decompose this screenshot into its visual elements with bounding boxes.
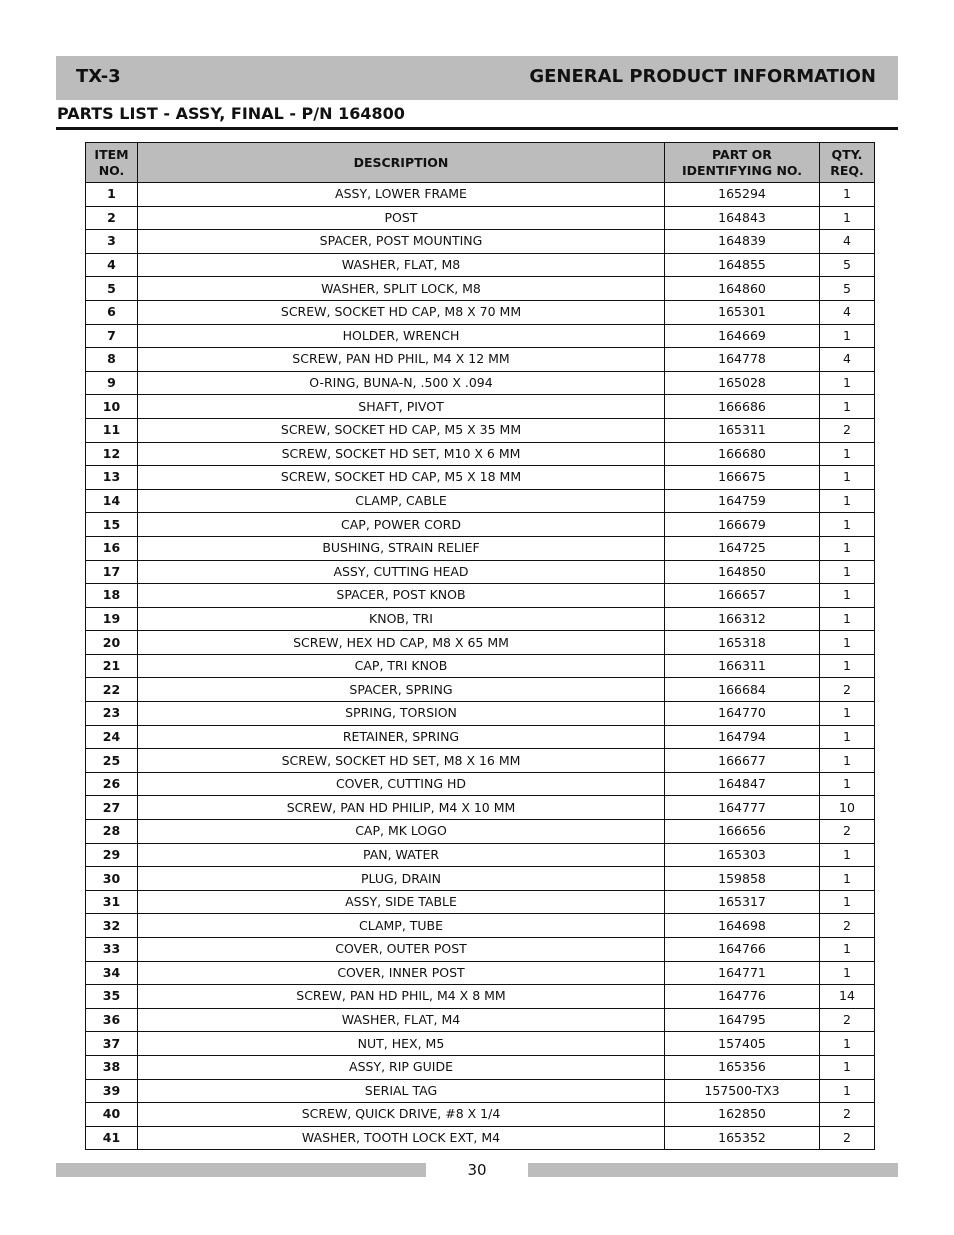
- part-no-cell: 165303: [665, 843, 820, 867]
- part-no-cell: 166677: [665, 749, 820, 773]
- qty-cell: 1: [820, 324, 875, 348]
- table-row: [86, 1079, 875, 1103]
- description-cell: ASSY, RIP GUIDE: [138, 1055, 665, 1079]
- qty-cell: 1: [820, 395, 875, 419]
- table-row: [86, 702, 875, 726]
- qty-cell: 1: [820, 867, 875, 891]
- qty-cell: 4: [820, 300, 875, 324]
- part-no-cell: 166311: [665, 654, 820, 678]
- description-cell: SCREW, SOCKET HD CAP, M5 X 35 MM: [138, 418, 665, 442]
- item-no-cell: 13: [86, 466, 138, 490]
- qty-cell: 2: [820, 1008, 875, 1032]
- qty-cell: 1: [820, 631, 875, 655]
- part-no-cell: 166679: [665, 513, 820, 537]
- table-row: [86, 300, 875, 324]
- description-cell: CAP, TRI KNOB: [138, 654, 665, 678]
- item-no-cell: 36: [86, 1008, 138, 1032]
- part-no-cell: 165311: [665, 418, 820, 442]
- table-row: [86, 607, 875, 631]
- qty-cell: 4: [820, 230, 875, 254]
- item-no-header: ITEM NO.: [86, 143, 138, 183]
- description-cell: CAP, POWER CORD: [138, 513, 665, 537]
- description-cell: WASHER, FLAT, M4: [138, 1008, 665, 1032]
- qty-cell: 14: [820, 985, 875, 1009]
- part-no-cell: 165356: [665, 1055, 820, 1079]
- item-no-cell: 35: [86, 985, 138, 1009]
- qty-cell: 4: [820, 348, 875, 372]
- qty-cell: 2: [820, 914, 875, 938]
- part-no-cell: 164669: [665, 324, 820, 348]
- item-no-cell: 40: [86, 1103, 138, 1127]
- description-cell: SCREW, PAN HD PHIL, M4 X 12 MM: [138, 348, 665, 372]
- part-no-cell: 162850: [665, 1103, 820, 1127]
- item-no-cell: 18: [86, 584, 138, 608]
- item-no-cell: 20: [86, 631, 138, 655]
- description-cell: HOLDER, WRENCH: [138, 324, 665, 348]
- table-row: [86, 489, 875, 513]
- table-row: [86, 277, 875, 301]
- table-row: [86, 654, 875, 678]
- table-row: [86, 985, 875, 1009]
- item-no-cell: 1: [86, 183, 138, 207]
- parts-table-body: [86, 183, 875, 1150]
- item-no-cell: 21: [86, 654, 138, 678]
- description-cell: ASSY, LOWER FRAME: [138, 183, 665, 207]
- qty-cell: 1: [820, 961, 875, 985]
- qty-cell: 5: [820, 253, 875, 277]
- description-cell: CAP, MK LOGO: [138, 820, 665, 844]
- item-no-cell: 12: [86, 442, 138, 466]
- item-no-cell: 16: [86, 536, 138, 560]
- description-cell: SCREW, SOCKET HD CAP, M8 X 70 MM: [138, 300, 665, 324]
- item-no-cell: 5: [86, 277, 138, 301]
- item-no-cell: 2: [86, 206, 138, 230]
- table-row: [86, 1103, 875, 1127]
- part-no-cell: 164771: [665, 961, 820, 985]
- table-row: [86, 914, 875, 938]
- qty-cell: 1: [820, 466, 875, 490]
- table-row: [86, 536, 875, 560]
- table-row: [86, 843, 875, 867]
- part-no-cell: 164795: [665, 1008, 820, 1032]
- item-no-cell: 4: [86, 253, 138, 277]
- qty-cell: 1: [820, 584, 875, 608]
- item-no-cell: 22: [86, 678, 138, 702]
- description-cell: SCREW, SOCKET HD SET, M10 X 6 MM: [138, 442, 665, 466]
- description-cell: WASHER, SPLIT LOCK, M8: [138, 277, 665, 301]
- item-no-cell: 31: [86, 890, 138, 914]
- table-row: [86, 183, 875, 207]
- description-cell: CLAMP, CABLE: [138, 489, 665, 513]
- qty-cell: 1: [820, 654, 875, 678]
- qty-cell: 1: [820, 206, 875, 230]
- description-cell: SPACER, POST MOUNTING: [138, 230, 665, 254]
- qty-cell: 1: [820, 843, 875, 867]
- qty-cell: 2: [820, 820, 875, 844]
- parts-table: [85, 142, 875, 1150]
- description-cell: BUSHING, STRAIN RELIEF: [138, 536, 665, 560]
- qty-cell: 1: [820, 749, 875, 773]
- table-row: [86, 1126, 875, 1150]
- table-row: [86, 513, 875, 537]
- qty-cell: 1: [820, 183, 875, 207]
- item-no-cell: 39: [86, 1079, 138, 1103]
- description-cell: O-RING, BUNA-N, .500 X .094: [138, 371, 665, 395]
- item-no-cell: 27: [86, 796, 138, 820]
- qty-cell: 1: [820, 371, 875, 395]
- description-cell: SCREW, PAN HD PHIL, M4 X 8 MM: [138, 985, 665, 1009]
- qty-cell: 1: [820, 560, 875, 584]
- item-no-cell: 8: [86, 348, 138, 372]
- qty-cell: 1: [820, 1055, 875, 1079]
- qty-cell: 1: [820, 772, 875, 796]
- table-row: [86, 206, 875, 230]
- item-no-cell: 24: [86, 725, 138, 749]
- qty-cell: 1: [820, 1032, 875, 1056]
- item-no-cell: 19: [86, 607, 138, 631]
- part-no-cell: 164766: [665, 938, 820, 962]
- description-cell: COVER, INNER POST: [138, 961, 665, 985]
- part-no-cell: 165028: [665, 371, 820, 395]
- table-row: [86, 324, 875, 348]
- description-cell: COVER, OUTER POST: [138, 938, 665, 962]
- item-no-cell: 29: [86, 843, 138, 867]
- description-cell: SCREW, PAN HD PHILIP, M4 X 10 MM: [138, 796, 665, 820]
- description-cell: ASSY, SIDE TABLE: [138, 890, 665, 914]
- part-no-cell: 164778: [665, 348, 820, 372]
- table-row: [86, 938, 875, 962]
- description-cell: PAN, WATER: [138, 843, 665, 867]
- description-cell: PLUG, DRAIN: [138, 867, 665, 891]
- qty-cell: 1: [820, 725, 875, 749]
- part-no-cell: 166686: [665, 395, 820, 419]
- item-no-cell: 34: [86, 961, 138, 985]
- item-no-cell: 6: [86, 300, 138, 324]
- item-no-cell: 30: [86, 867, 138, 891]
- table-row: [86, 418, 875, 442]
- part-no-cell: 166680: [665, 442, 820, 466]
- part-no-cell: 157500-TX3: [665, 1079, 820, 1103]
- description-cell: SPACER, SPRING: [138, 678, 665, 702]
- part-no-cell: 164855: [665, 253, 820, 277]
- table-row: [86, 749, 875, 773]
- item-no-cell: 7: [86, 324, 138, 348]
- part-no-cell: 165317: [665, 890, 820, 914]
- qty-cell: 1: [820, 1079, 875, 1103]
- part-no-cell: 164850: [665, 560, 820, 584]
- description-cell: SCREW, QUICK DRIVE, #8 X 1/4: [138, 1103, 665, 1127]
- table-row: [86, 442, 875, 466]
- qty-cell: 1: [820, 702, 875, 726]
- qty-cell: 1: [820, 607, 875, 631]
- qty-cell: 5: [820, 277, 875, 301]
- table-row: [86, 961, 875, 985]
- part-no-header: PART OR IDENTIFYING NO.: [665, 143, 820, 183]
- item-no-cell: 26: [86, 772, 138, 796]
- qty-cell: 2: [820, 418, 875, 442]
- part-no-cell: 165352: [665, 1126, 820, 1150]
- table-row: [86, 772, 875, 796]
- item-no-cell: 37: [86, 1032, 138, 1056]
- table-row: [86, 584, 875, 608]
- table-row: [86, 631, 875, 655]
- part-no-cell: 164770: [665, 702, 820, 726]
- table-row: [86, 678, 875, 702]
- part-no-cell: 157405: [665, 1032, 820, 1056]
- table-row: [86, 725, 875, 749]
- page-number: 30: [467, 1161, 487, 1179]
- description-cell: SERIAL TAG: [138, 1079, 665, 1103]
- qty-cell: 1: [820, 890, 875, 914]
- qty-cell: 1: [820, 442, 875, 466]
- description-cell: KNOB, TRI: [138, 607, 665, 631]
- qty-cell: 2: [820, 1103, 875, 1127]
- description-cell: ASSY, CUTTING HEAD: [138, 560, 665, 584]
- item-no-cell: 32: [86, 914, 138, 938]
- qty-header: QTY. REQ.: [820, 143, 875, 183]
- item-no-cell: 17: [86, 560, 138, 584]
- item-no-cell: 33: [86, 938, 138, 962]
- part-no-cell: 165301: [665, 300, 820, 324]
- table-row: [86, 867, 875, 891]
- part-no-cell: 159858: [665, 867, 820, 891]
- item-no-cell: 9: [86, 371, 138, 395]
- description-cell: NUT, HEX, M5: [138, 1032, 665, 1056]
- description-cell: WASHER, TOOTH LOCK EXT, M4: [138, 1126, 665, 1150]
- qty-cell: 1: [820, 536, 875, 560]
- table-row: [86, 466, 875, 490]
- item-no-cell: 25: [86, 749, 138, 773]
- item-no-cell: 11: [86, 418, 138, 442]
- qty-cell: 2: [820, 678, 875, 702]
- item-no-cell: 38: [86, 1055, 138, 1079]
- table-row: [86, 560, 875, 584]
- item-no-cell: 28: [86, 820, 138, 844]
- footer-bar-left: [56, 1163, 426, 1177]
- table-header-row: [86, 143, 875, 183]
- description-cell: SPRING, TORSION: [138, 702, 665, 726]
- item-no-cell: 41: [86, 1126, 138, 1150]
- qty-cell: 1: [820, 938, 875, 962]
- part-no-cell: 164777: [665, 796, 820, 820]
- table-row: [86, 230, 875, 254]
- title-divider: [56, 127, 898, 130]
- description-cell: SCREW, SOCKET HD SET, M8 X 16 MM: [138, 749, 665, 773]
- description-cell: SHAFT, PIVOT: [138, 395, 665, 419]
- table-row: [86, 1008, 875, 1032]
- table-row: [86, 348, 875, 372]
- part-no-cell: 164698: [665, 914, 820, 938]
- item-no-cell: 14: [86, 489, 138, 513]
- table-row: [86, 890, 875, 914]
- footer-bar-right: [528, 1163, 898, 1177]
- table-row: [86, 371, 875, 395]
- part-no-cell: 166656: [665, 820, 820, 844]
- description-cell: SCREW, HEX HD CAP, M8 X 65 MM: [138, 631, 665, 655]
- qty-cell: 1: [820, 489, 875, 513]
- qty-cell: 1: [820, 513, 875, 537]
- table-row: [86, 253, 875, 277]
- part-no-cell: 166657: [665, 584, 820, 608]
- part-no-cell: 166684: [665, 678, 820, 702]
- item-no-cell: 15: [86, 513, 138, 537]
- part-no-cell: 164843: [665, 206, 820, 230]
- description-cell: CLAMP, TUBE: [138, 914, 665, 938]
- header-bar: [56, 56, 898, 100]
- description-cell: SPACER, POST KNOB: [138, 584, 665, 608]
- part-no-cell: 164839: [665, 230, 820, 254]
- part-no-cell: 166312: [665, 607, 820, 631]
- part-no-cell: 164759: [665, 489, 820, 513]
- description-cell: WASHER, FLAT, M8: [138, 253, 665, 277]
- item-no-cell: 3: [86, 230, 138, 254]
- item-no-cell: 10: [86, 395, 138, 419]
- description-header: DESCRIPTION: [138, 143, 665, 183]
- qty-cell: 2: [820, 1126, 875, 1150]
- part-no-cell: 164847: [665, 772, 820, 796]
- part-no-cell: 164725: [665, 536, 820, 560]
- part-no-cell: 166675: [665, 466, 820, 490]
- description-cell: SCREW, SOCKET HD CAP, M5 X 18 MM: [138, 466, 665, 490]
- part-no-cell: 164860: [665, 277, 820, 301]
- item-no-cell: 23: [86, 702, 138, 726]
- description-cell: COVER, CUTTING HD: [138, 772, 665, 796]
- description-cell: POST: [138, 206, 665, 230]
- table-row: [86, 1055, 875, 1079]
- qty-cell: 10: [820, 796, 875, 820]
- section-heading: GENERAL PRODUCT INFORMATION: [529, 66, 876, 87]
- part-no-cell: 164776: [665, 985, 820, 1009]
- part-no-cell: 164794: [665, 725, 820, 749]
- table-row: [86, 820, 875, 844]
- table-row: [86, 796, 875, 820]
- table-row: [86, 395, 875, 419]
- part-no-cell: 165294: [665, 183, 820, 207]
- description-cell: RETAINER, SPRING: [138, 725, 665, 749]
- table-row: [86, 1032, 875, 1056]
- part-no-cell: 165318: [665, 631, 820, 655]
- model-name: TX-3: [76, 66, 121, 87]
- page-title: PARTS LIST - ASSY, FINAL - P/N 164800: [57, 104, 405, 123]
